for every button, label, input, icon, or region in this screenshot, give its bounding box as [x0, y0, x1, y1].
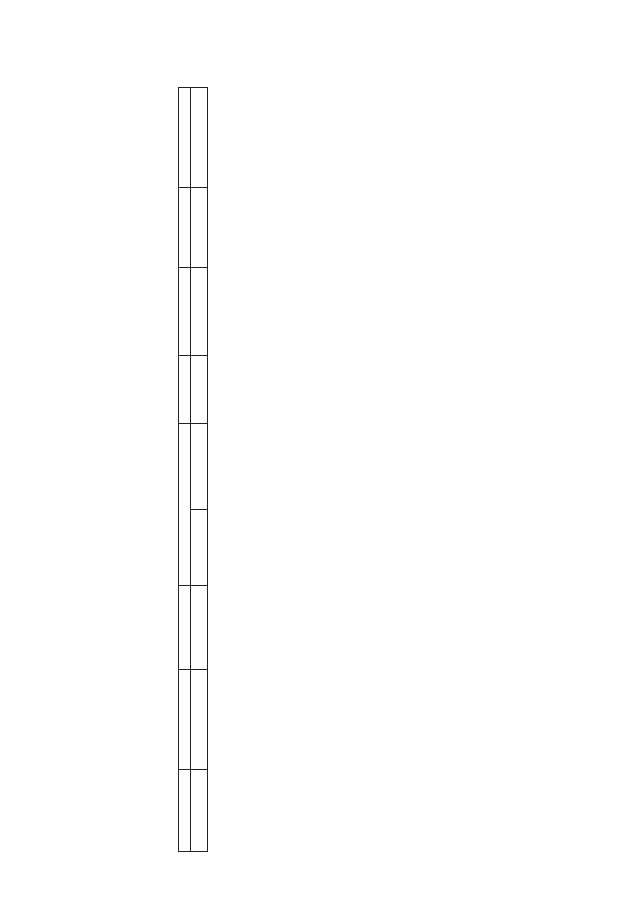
- column-number-row: [179, 88, 191, 852]
- col-number: [179, 268, 191, 356]
- col-number: [179, 770, 191, 852]
- col-number: [179, 424, 191, 586]
- col-number: [179, 188, 191, 268]
- col-number: [179, 356, 191, 424]
- rotated-page-content: [40, 32, 600, 872]
- budget-table: [178, 87, 208, 852]
- col-number: [179, 88, 191, 188]
- col-number: [179, 586, 191, 670]
- spacer-row: [191, 88, 208, 852]
- col-number: [179, 670, 191, 770]
